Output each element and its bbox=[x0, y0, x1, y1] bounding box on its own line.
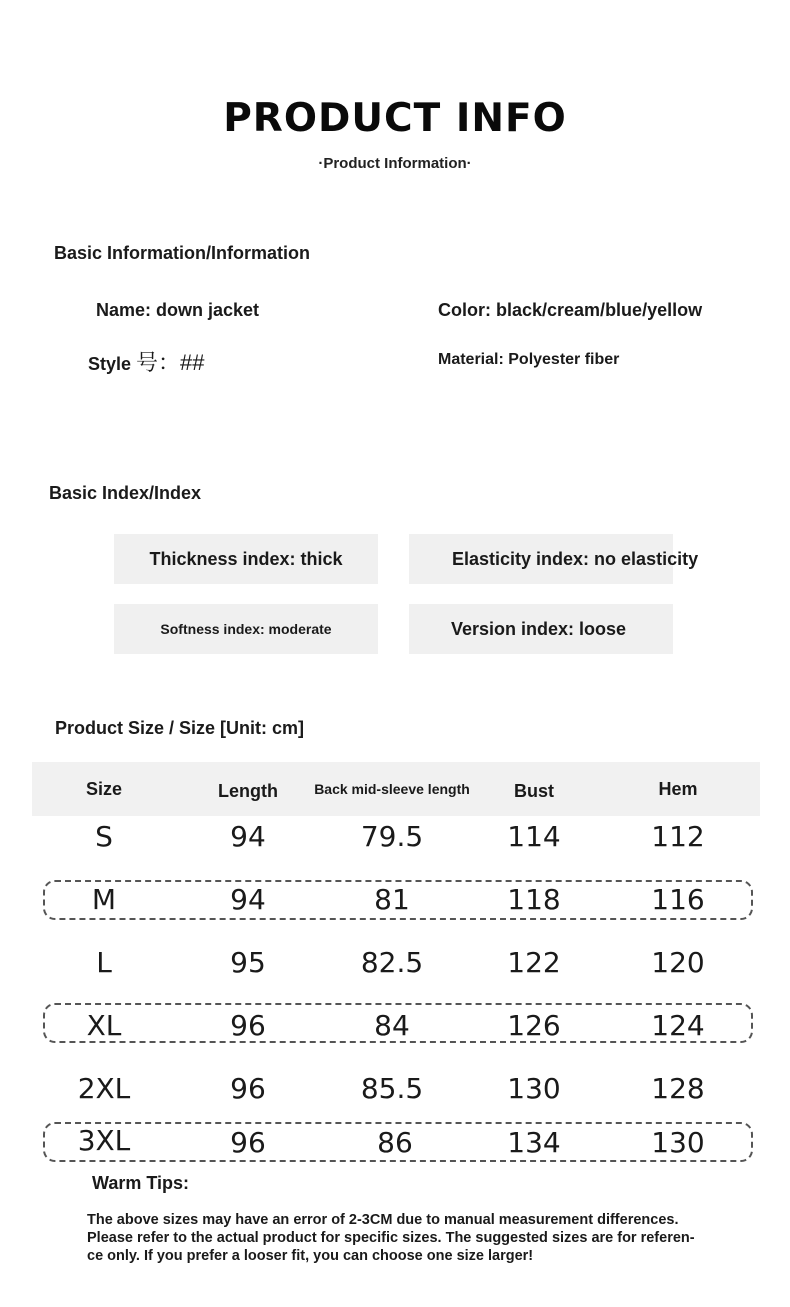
table-cell: 122 bbox=[507, 945, 561, 979]
warm-tips-line: The above sizes may have an error of 2-3CM due to manual measurement differences. bbox=[87, 1212, 679, 1228]
table-cell: 114 bbox=[507, 819, 561, 853]
table-cell: 95 bbox=[230, 945, 266, 979]
table-cell: L bbox=[96, 945, 112, 979]
table-cell: S bbox=[95, 819, 113, 853]
table-cell: 134 bbox=[507, 1125, 561, 1159]
version-index-box: Version index: loose bbox=[409, 604, 673, 654]
table-cell: 126 bbox=[507, 1008, 561, 1042]
table-cell: 130 bbox=[651, 1125, 705, 1159]
table-cell: 118 bbox=[507, 882, 561, 916]
table-cell: 130 bbox=[507, 1071, 561, 1105]
color-field: Color: black/cream/blue/yellow bbox=[438, 300, 703, 320]
table-cell: 128 bbox=[651, 1071, 705, 1105]
table-cell: 112 bbox=[651, 819, 705, 853]
table-cell: 116 bbox=[651, 882, 705, 916]
table-cell: 81 bbox=[374, 882, 410, 916]
softness-index-box: Softness index: moderate bbox=[114, 604, 378, 654]
table-cell: 96 bbox=[230, 1008, 266, 1042]
warm-tips-line: ce only. If you prefer a looser fit, you can choose one size larger! bbox=[87, 1248, 534, 1264]
style-label: Style bbox=[88, 354, 132, 374]
table-cell: 86 bbox=[377, 1125, 413, 1159]
table-cell: 79.5 bbox=[360, 819, 424, 853]
table-cell: XL bbox=[86, 1008, 122, 1042]
basic-index-heading: Basic Index/Index bbox=[49, 483, 202, 503]
column-header-size: Size bbox=[85, 778, 123, 799]
warm-tips-line: Please refer to the actual product for specific sizes. The suggested sizes are for referen- bbox=[87, 1230, 695, 1246]
table-cell: 3XL bbox=[77, 1123, 131, 1157]
column-header-hem: Hem bbox=[658, 778, 698, 799]
warm-tips-title: Warm Tips: bbox=[92, 1173, 190, 1193]
warm-tips-body bbox=[87, 1211, 727, 1265]
table-cell: M bbox=[91, 882, 117, 916]
table-cell: 124 bbox=[651, 1008, 705, 1042]
column-header-bust: Bust bbox=[514, 780, 554, 801]
material-field: Material: Polyester fiber bbox=[438, 351, 620, 368]
elasticity-index-box: Elasticity index: no elasticity bbox=[409, 534, 673, 584]
table-cell: 94 bbox=[230, 882, 266, 916]
name-field: Name: down jacket bbox=[96, 300, 260, 320]
column-header-length: Length bbox=[218, 780, 278, 801]
column-header-sleeve: Back mid-sleeve length bbox=[314, 781, 470, 797]
style-code: 号：## bbox=[136, 350, 205, 375]
table-cell: 94 bbox=[230, 819, 266, 853]
table-cell: 96 bbox=[230, 1071, 266, 1105]
table-cell: 82.5 bbox=[360, 945, 424, 979]
table-cell: 84 bbox=[374, 1008, 410, 1042]
page-title: PRODUCT INFO bbox=[223, 96, 567, 141]
style-field bbox=[88, 346, 205, 377]
size-table-heading: Product Size / Size [Unit: cm] bbox=[55, 718, 305, 738]
basic-info-heading: Basic Information/Information bbox=[54, 243, 311, 263]
table-cell: 96 bbox=[230, 1125, 266, 1159]
table-cell: 85.5 bbox=[360, 1071, 424, 1105]
page-subtitle: ·Product Information· bbox=[318, 155, 472, 172]
thickness-index-box: Thickness index: thick bbox=[114, 534, 378, 584]
table-cell: 120 bbox=[651, 945, 705, 979]
table-cell: 2XL bbox=[77, 1071, 131, 1105]
